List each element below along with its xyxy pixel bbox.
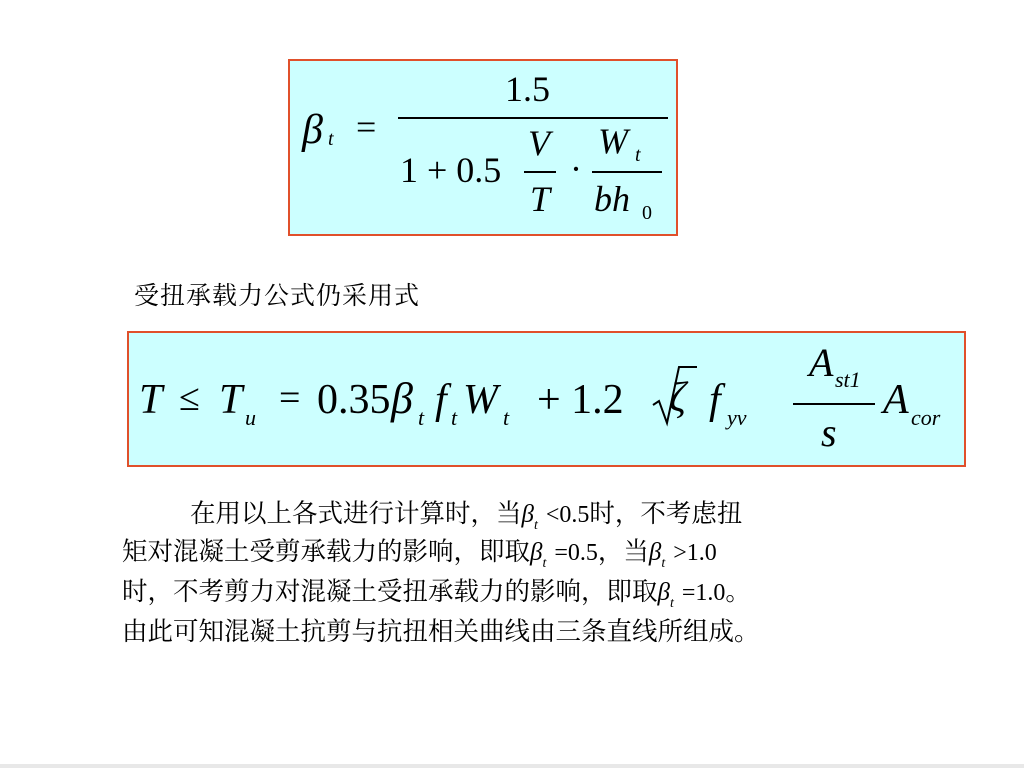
beta-t-symbol: β [391, 374, 413, 423]
frac1-numerator: V [528, 123, 550, 163]
frac1-denominator: T [530, 179, 551, 219]
Wt-subscript: t [503, 405, 510, 430]
frac1-bar [524, 171, 556, 173]
T-symbol: T [139, 377, 163, 423]
equals-sign: = [356, 107, 377, 147]
frac2-numerator: W [598, 121, 628, 161]
Ast1-subscript: st1 [835, 367, 861, 392]
Tu-symbol: T [219, 377, 243, 423]
beta-inline-4: β [657, 579, 670, 606]
Tu-subscript: u [245, 405, 256, 430]
numerator: 1.5 [505, 69, 550, 109]
fyv-subscript: yv [727, 405, 747, 430]
fyv-symbol: f [709, 377, 721, 423]
paragraph-l3-value: =1.0 [681, 580, 726, 606]
Ast1-symbol: A [809, 340, 834, 385]
Acor-subscript: cor [911, 405, 941, 430]
paragraph-l1-text-b: 时，不考虑扭 [589, 499, 743, 529]
paragraph-l1-value: <0.5 [545, 502, 590, 528]
paragraph-line-4: 由此可知混凝土抗剪与抗扭相关曲线由三条直线所组成。 [122, 617, 760, 647]
paragraph-l2-value: =0.5 [554, 540, 598, 566]
leq-sign: ≤ [179, 377, 200, 419]
main-fraction-bar [398, 117, 668, 119]
beta-t-subscript: t [418, 405, 425, 430]
beta-inline-4-sub: t [669, 596, 674, 611]
bottom-divider [0, 764, 1024, 768]
denominator-prefix: 1 + 0.5 [400, 150, 502, 190]
stirrup-fraction-bar [793, 403, 875, 405]
Wt-symbol: W [463, 377, 498, 423]
frac2-denominator-sub: 0 [642, 202, 652, 224]
paragraph-l1-text-a: 在用以上各式进行计算时，当 [190, 499, 522, 529]
beta-inline-2-sub: t [542, 556, 547, 571]
beta-inline-3-sub: t [661, 556, 666, 571]
beta-subscript: t [328, 128, 334, 150]
torsion-formula-box [127, 331, 966, 467]
paragraph-line-1 [190, 499, 743, 533]
Acor-symbol: A [883, 377, 909, 423]
paragraph-l2-value-2: >1.0 [673, 540, 717, 566]
beta-inline-1: β [521, 501, 534, 528]
multiply-dot: · [570, 149, 582, 189]
paragraph-l2-text-b: ，当 [597, 537, 649, 567]
paragraph-l2-text-a: 矩对混凝土受剪承载力的影响，即取 [122, 537, 531, 567]
beta-inline-3: β [648, 539, 662, 566]
zeta-symbol: ζ [669, 375, 687, 421]
beta-inline-2: β [530, 539, 543, 566]
equals-sign-2: = [279, 377, 301, 419]
frac2-numerator-sub: t [635, 144, 641, 166]
paragraph-l3-text-b: 。 [725, 577, 751, 607]
beta-formula-box [288, 59, 678, 236]
beta-inline-1-sub: t [533, 518, 538, 533]
ft-symbol: f [435, 377, 447, 423]
ft-subscript: t [451, 405, 458, 430]
frac2-denominator: bh [594, 179, 630, 219]
caption-text: 受扭承载力公式仍采用式 [134, 281, 421, 310]
beta-symbol: β [302, 107, 323, 153]
spacing-s-symbol: s [821, 410, 837, 455]
coefficient-12: + 1.2 [537, 377, 624, 423]
paragraph-l3-text-a: 时，不考剪力对混凝土受扭承载力的影响，即取 [122, 577, 658, 607]
frac2-bar [592, 171, 662, 173]
coefficient-035: 0.35 [317, 377, 391, 423]
paragraph-line-3 [122, 577, 751, 611]
paragraph-line-2 [122, 537, 717, 571]
